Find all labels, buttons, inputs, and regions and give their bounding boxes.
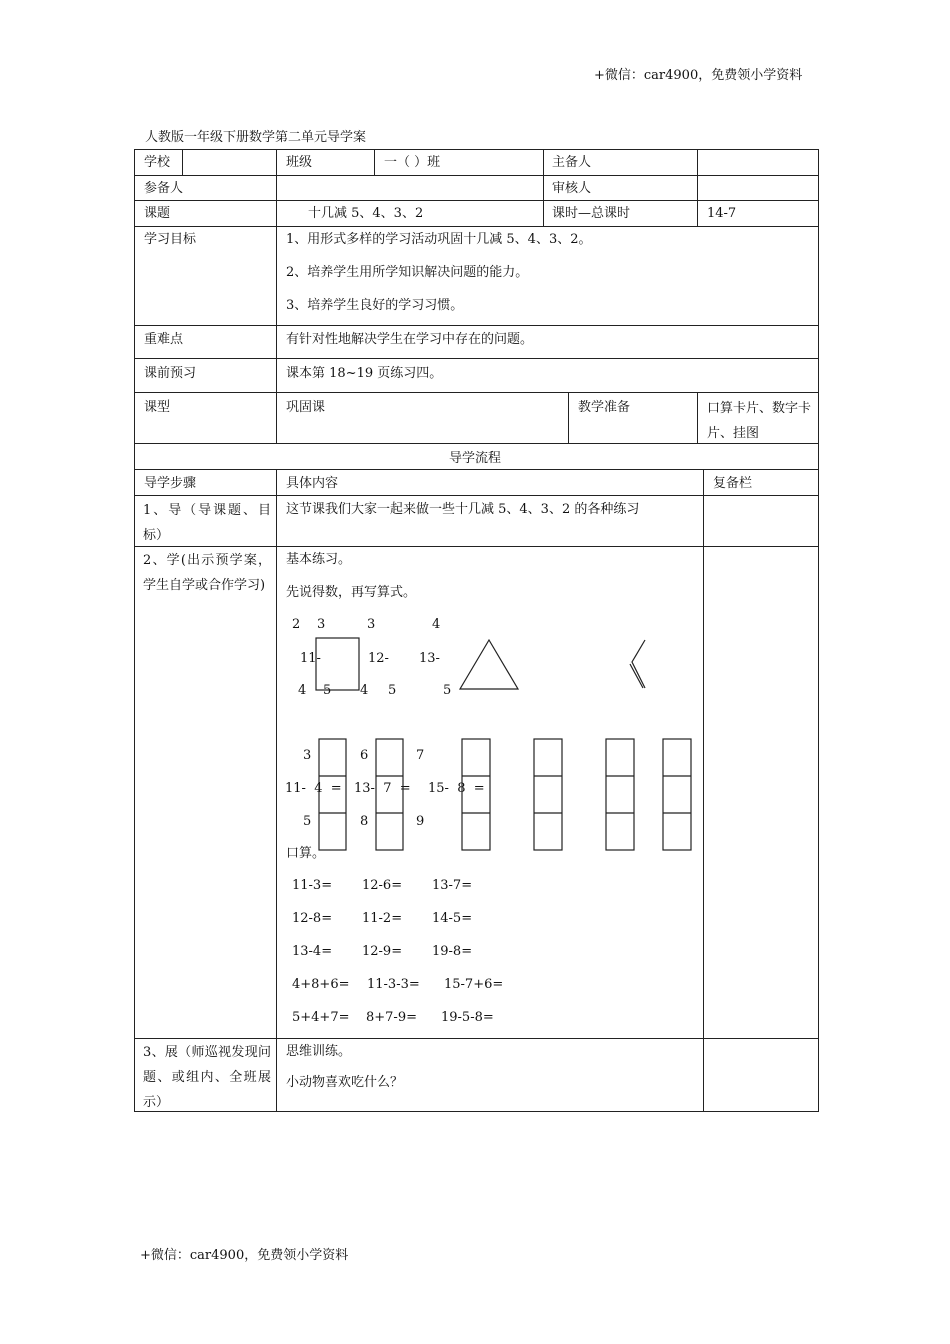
class-label: 班级 xyxy=(286,155,313,170)
reviewer-label: 审核人 xyxy=(552,181,592,196)
mental-problem: 12-8= xyxy=(292,911,333,926)
answer-box-column xyxy=(663,739,691,850)
answer-box-column xyxy=(462,739,490,850)
footer-watermark: +微信：car4900，免费领小学资料 xyxy=(140,1248,349,1263)
mental-problem: 8+7-9= xyxy=(366,1010,417,1025)
preview-value: 课本第 18~19 页练习四。 xyxy=(286,366,443,381)
number-label: 5 xyxy=(443,683,452,698)
class-value: 一（ ）班 xyxy=(384,155,441,170)
lesson-value: 14-7 xyxy=(707,206,737,221)
number-label: 12- xyxy=(368,651,389,666)
answer-box-column xyxy=(534,739,562,850)
number-label: 5 xyxy=(323,683,332,698)
mental-problem: 11-3-3= xyxy=(367,977,420,992)
col-steps-header: 导学步骤 xyxy=(144,476,197,491)
goal-item: 3、培养学生良好的学习习惯。 xyxy=(286,298,464,313)
number-label: 8 xyxy=(360,814,369,829)
lesson-label: 课时—总课时 xyxy=(552,206,631,221)
number-label: 7 xyxy=(416,748,425,763)
type-label: 课型 xyxy=(144,400,171,415)
preview-label: 课前预习 xyxy=(144,366,197,381)
answer-box-column xyxy=(376,739,403,850)
mental-problem: 19-5-8= xyxy=(441,1010,494,1025)
lead-prep-label: 主备人 xyxy=(552,155,592,170)
prep-value: 口算卡片、数字卡片、挂图 xyxy=(707,401,812,441)
mental-problem: 14-5= xyxy=(432,911,473,926)
mental-problem: 19-8= xyxy=(432,944,473,959)
number-label: 11- xyxy=(300,651,321,666)
number-label: 5 xyxy=(388,683,397,698)
number-label: 3 xyxy=(367,617,376,632)
step1-content: 这节课我们大家一起来做一些十几减 5、4、3、2 的各种练习 xyxy=(286,502,640,517)
mental-problem: 13-4= xyxy=(292,944,333,959)
mental-problem: 11-2= xyxy=(362,911,403,926)
step2-label: 2、学(出示预学案，学生自学或合作学习) xyxy=(143,553,271,593)
topic-label: 课题 xyxy=(144,206,171,221)
key-value: 有针对性地解决学生在学习中存在的问题。 xyxy=(286,332,534,347)
step3-question: 小动物喜欢吃什么？ xyxy=(286,1075,404,1090)
number-label: 4 xyxy=(360,683,369,698)
mental-problem: 13-7= xyxy=(432,878,473,893)
number-label: 13- xyxy=(419,651,440,666)
number-label: 3 xyxy=(303,748,312,763)
number-label: 3 xyxy=(317,617,326,632)
number-label: 9 xyxy=(416,814,425,829)
mental-problem: 15-7+6= xyxy=(444,977,504,992)
answer-box-column xyxy=(319,739,346,850)
header-watermark: +微信：car4900，免费领小学资料 xyxy=(594,68,803,83)
step2-instruction: 先说得数，再写算式。 xyxy=(286,585,417,600)
mental-problem: 5+4+7= xyxy=(292,1010,350,1025)
answer-box-column xyxy=(606,739,634,850)
step3-label: 3、展（师巡视发现问题、或组内、全班展示） xyxy=(143,1045,271,1110)
mental-problem: 4+8+6= xyxy=(292,977,350,992)
number-label: 13- 7 = xyxy=(354,781,411,796)
mental-problem: 11-3= xyxy=(292,878,333,893)
col-content-header: 具体内容 xyxy=(286,476,339,491)
step1-label: 1、导（导课题、目标） xyxy=(143,503,271,543)
number-label: 5 xyxy=(303,814,312,829)
step2-basic: 基本练习。 xyxy=(286,552,352,567)
col-review-header: 复备栏 xyxy=(713,476,753,491)
number-label: 4 xyxy=(432,617,441,632)
number-label: 4 xyxy=(298,683,307,698)
school-label: 学校 xyxy=(144,155,171,170)
mental-label: 口算。 xyxy=(286,846,326,861)
document-title: 人教版一年级下册数学第二单元导学案 xyxy=(145,130,367,145)
step3-title: 思维训练。 xyxy=(286,1044,352,1059)
number-label: 6 xyxy=(360,748,369,763)
key-label: 重难点 xyxy=(144,332,184,347)
number-label: 2 xyxy=(292,617,301,632)
participants-label: 参备人 xyxy=(144,181,184,196)
goal-item: 2、培养学生用所学知识解决问题的能力。 xyxy=(286,265,529,280)
mental-problem: 12-6= xyxy=(362,878,403,893)
flow-title: 导学流程 xyxy=(448,451,501,466)
number-label: 15- 8 = xyxy=(428,781,485,796)
type-value: 巩固课 xyxy=(286,400,326,415)
goal-item: 1、用形式多样的学习活动巩固十几减 5、4、3、2。 xyxy=(286,232,592,247)
prep-label: 教学准备 xyxy=(578,400,631,415)
number-label: 11- 4 = xyxy=(285,781,342,796)
goals-label: 学习目标 xyxy=(144,232,197,247)
mental-problem: 12-9= xyxy=(362,944,403,959)
topic-value: 十几减 5、4、3、2 xyxy=(308,206,424,221)
